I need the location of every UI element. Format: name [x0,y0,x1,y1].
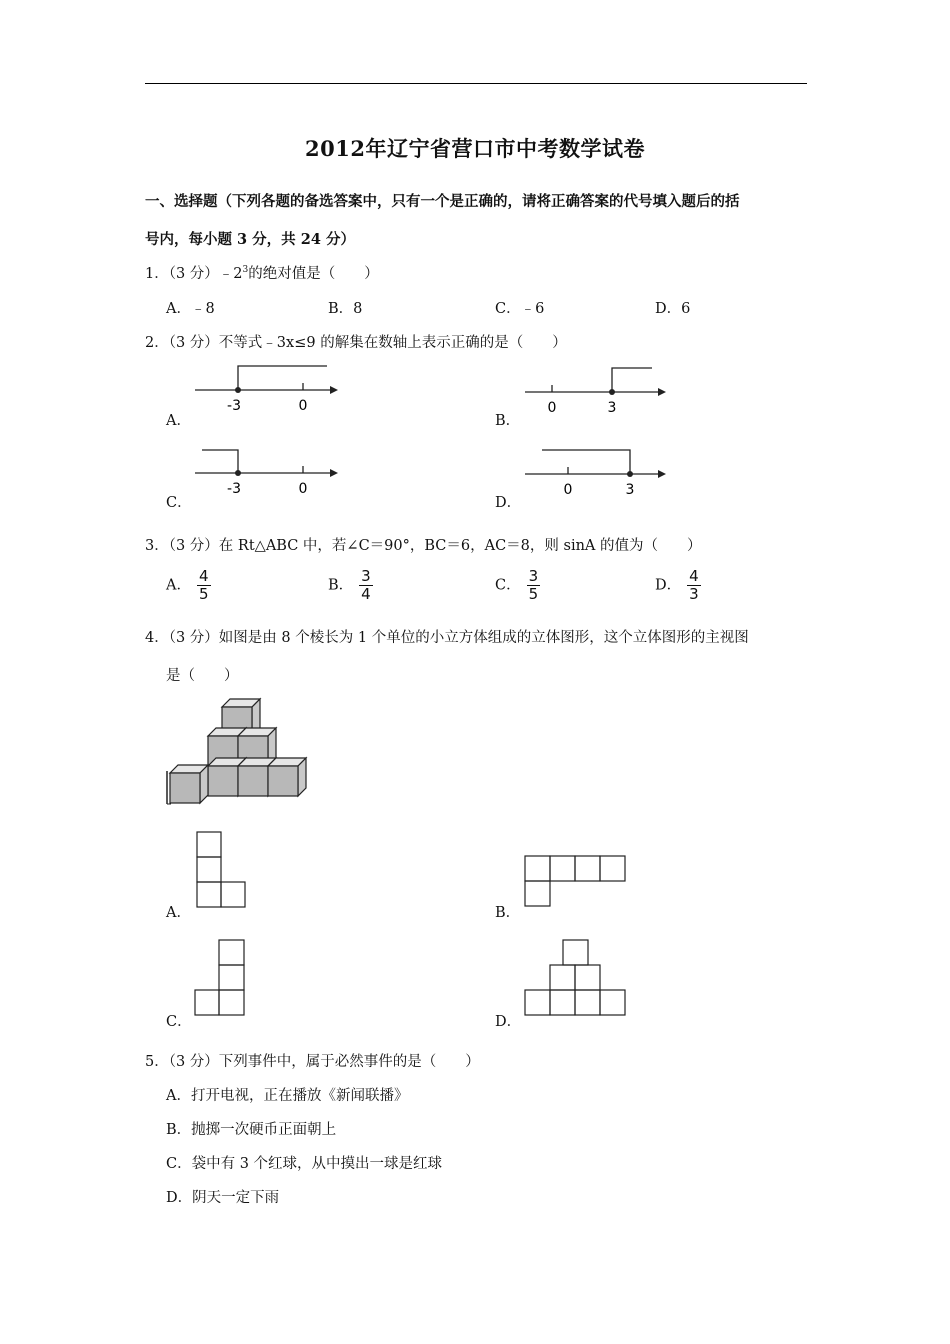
q4-view-d [524,939,628,1017]
header-rule [145,83,807,84]
q3-d-denominator: 3 [689,585,699,603]
q3-label-c: C． [495,577,521,594]
question-2: 2．（3 分）不等式﹣3x≤9 的解集在数轴上表示正确的是（ ） [145,335,567,351]
q2-numberline-b [520,360,670,420]
q3-label-a: A． [166,577,191,594]
q3-option-b [328,568,373,603]
q4-view-c [194,939,248,1017]
q2-b-tick-0: 0 [547,400,557,416]
q5-option-d: D．阴天一定下雨 [166,1190,280,1206]
q2-d-tick-3: 3 [625,482,635,498]
q4-label-d: D． [495,1014,522,1030]
q2-label-c: C． [166,495,192,511]
q2-label-a: A． [166,413,191,429]
q1-option-b: B．8 [328,301,363,317]
q3-fraction-d [687,568,701,603]
q2-c-tick-neg3: -3 [227,481,241,497]
q3-option-a [166,568,211,603]
q2-d-tick-0: 0 [563,482,573,498]
q5-option-c: C．袋中有 3 个红球，从中摸出一球是红球 [166,1156,443,1172]
q3-fraction-a [197,568,211,603]
q2-numberline-a [190,360,340,420]
q2-a-tick-0: 0 [298,398,308,414]
question-5: 5．（3 分）下列事件中，属于必然事件的是（ ） [145,1054,480,1070]
q3-option-d [655,568,701,603]
question-3: 3．（3 分）在 Rt△ABC 中，若∠C＝90°，BC＝6，AC＝8，则 sinA 的值为（ ） [145,538,702,554]
q3-a-numerator: 4 [198,567,209,585]
q2-c-tick-0: 0 [298,481,308,497]
page-title: 2012年辽宁省营口市中考数学试卷 [305,136,645,161]
q3-label-d: D． [655,577,682,594]
q3-label-b: B． [328,577,354,594]
q2-label-d: D． [495,495,522,511]
q3-option-c [495,568,540,603]
q1-option-c: C．﹣6 [495,301,545,317]
q4-view-a [196,831,248,908]
question-1 [145,262,379,283]
q1-option-a: A．﹣8 [166,301,215,317]
q3-b-numerator: 3 [361,567,371,585]
q3-fraction-b [359,568,373,603]
section-heading-line2: 号内，每小题 3 分，共 24 分） [145,231,355,248]
q4-label-a: A． [166,905,191,921]
q2-numberline-d [520,442,670,502]
q5-option-b: B．抛掷一次硬币正面朝上 [166,1122,337,1138]
q4-label-b: B． [495,905,521,921]
q2-label-b: B． [495,413,521,429]
q4-cube-figure [165,695,315,807]
q2-b-tick-3: 3 [607,400,617,416]
q1-option-d: D．6 [655,301,691,317]
q5-option-a: A．打开电视，正在播放《新闻联播》 [166,1088,409,1104]
question-4-line2: 是（ ） [166,668,239,684]
q3-c-numerator: 3 [528,567,539,585]
question-1-post: 的绝对值是（ ） [248,266,379,282]
section-heading-line1: 一、选择题（下列各题的备选答案中，只有一个是正确的，请将正确答案的代号填入题后的括 [145,193,740,210]
q4-view-b [524,855,628,908]
q2-a-tick-neg3: -3 [227,398,241,414]
q2-numberline-c [190,442,340,502]
question-1-pre: 1．（3 分）﹣2 [145,266,243,282]
q3-c-denominator: 5 [528,585,539,603]
q4-label-c: C． [166,1014,192,1030]
q3-a-denominator: 5 [198,585,209,603]
q3-d-numerator: 4 [689,567,699,585]
q3-fraction-c [527,568,541,603]
question-4-line1: 4．（3 分）如图是由 8 个棱长为 1 个单位的小立方体组成的立体图形，这个立体图形的主视图 [145,630,749,646]
question-1-exponent: 3 [242,265,249,276]
q3-b-denominator: 4 [361,585,371,603]
